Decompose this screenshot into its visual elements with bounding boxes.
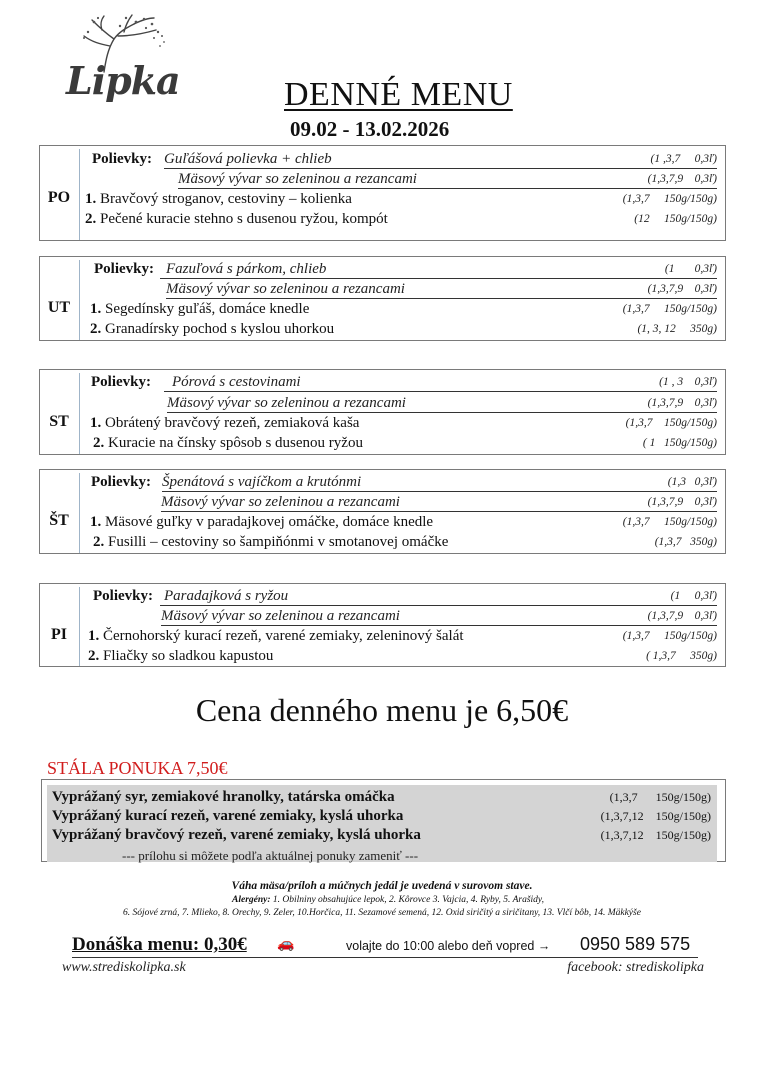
offer-item-allergens: (1,3,7,12 150g/150g) [600, 809, 711, 823]
soup-allergens: (1,3,7,9 0,3ľ) [647, 173, 717, 185]
allergens-line-2: 6. Sójové zrná, 7. Mlieko, 8. Orechy, 9. Zeler, 10.Horčica, 11. Sezamové semená, 12. Oxid siričitý a siričitany, 13. Vlčí bôb, 14. Mäkkýše [123, 908, 641, 918]
offer-item-name: Vyprážaný syr, zemiakové hranolky, tatárska omáčka [52, 789, 395, 805]
dish-number: 1. [90, 415, 102, 431]
weight-note: Váha mäsa/príloh a múčnych jedál je uvedená v surovom stave. [231, 880, 533, 892]
soup-name: Fazuľová s párkom, chlieb [166, 261, 327, 277]
dish-name: Obrátený bravčový rezeň, zemiaková kaša [105, 415, 360, 431]
dish-row [40, 209, 725, 229]
permanent-offer-panel [47, 785, 717, 862]
offer-item [52, 807, 711, 826]
dish-row [40, 319, 725, 339]
dish-name: Pečené kuracie stehno s dusenou ryžou, kompót [100, 211, 388, 227]
dish-allergens: (1,3,7 150g/150g) [625, 417, 717, 429]
dish-row [40, 189, 725, 209]
soup-allergens: (1,3,7,9 0,3ľ) [647, 496, 717, 508]
date-range: 09.02 - 13.02.2026 [290, 117, 450, 141]
offer-item-name: Vyprážaný bravčový rezeň, varené zemiaky, kyslá uhorka [52, 827, 421, 843]
soup-allergens: (1,3,7,9 0,3ľ) [647, 610, 717, 622]
facebook-link[interactable]: facebook: strediskolipka [567, 960, 704, 975]
offer-item-name: Vyprážaný kurací rezeň, varené zemiaky, kyslá uhorka [52, 808, 404, 824]
dish-name: Kuracie na čínsky spôsob s dusenou ryžou [108, 435, 363, 451]
soup-allergens: (1,3,7,9 0,3ľ) [647, 283, 717, 295]
permanent-offer-title: STÁLA PONUKA 7,50€ [47, 758, 228, 778]
dish-name: Fusilli – cestoviny so šampiňónmi v smotanovej omáčke [108, 534, 449, 550]
dish-row [40, 413, 725, 433]
dish-row [40, 433, 725, 453]
soup-label: Polievky: [91, 374, 151, 390]
dish-row [40, 299, 725, 319]
dish-number: 2. [90, 321, 102, 337]
soup-allergens: (1 0,3ľ) [670, 590, 717, 602]
soup-row [40, 492, 725, 512]
day-label: ŠT [49, 512, 69, 529]
delivery-bar [72, 934, 698, 958]
day-block-st-thursday [39, 469, 726, 554]
soup-name: Pórová s cestovinami [172, 374, 301, 390]
dish-allergens: (12 150g/150g) [634, 213, 717, 225]
dish-name: Bravčový stroganov, cestoviny – kolienka [100, 191, 352, 207]
dish-allergens: (1, 3, 12 350g) [637, 323, 717, 335]
soup-name: Guľášová polievka + chlieb [164, 151, 332, 167]
offer-item [52, 788, 711, 807]
dish-name: Černohorský kurací rezeň, varené zemiaky, zeleninový šalát [103, 628, 464, 644]
menu-price-text: Cena denného menu je 6,50€ [195, 692, 569, 728]
underline [164, 391, 717, 392]
day-block-po [39, 145, 726, 241]
dish-number: 2. [85, 211, 97, 227]
allergens-list-1: 1. Obilniny obsahujúce lepok, 2. Kôrovce 3. Vajcia, 4. Ryby, 5. Arašidy, [270, 895, 544, 905]
day-label: PO [47, 189, 71, 206]
dish-number: 2. [93, 435, 105, 451]
soup-name: Mäsový vývar so zeleninou a rezancami [161, 608, 400, 624]
dish-row [40, 532, 725, 552]
soup-label: Polievky: [94, 261, 154, 277]
day-label: PI [51, 626, 67, 643]
allergens-line-1 [0, 895, 764, 905]
soup-row [40, 393, 725, 413]
dish-row [40, 626, 725, 646]
soup-row [40, 149, 725, 169]
dish-name: Granadírsky pochod s kyslou uhorkou [105, 321, 335, 337]
allergens-label: Alergény: [232, 895, 271, 905]
soup-row [40, 372, 725, 392]
dish-number: 2. [88, 648, 100, 664]
soup-name: Mäsový vývar so zeleninou a rezancami [167, 395, 406, 411]
dish-number: 1. [90, 301, 102, 317]
soup-name: Mäsový vývar so zeleninou a rezancami [166, 281, 405, 297]
soup-row [40, 259, 725, 279]
dish-allergens: (1,3,7 150g/150g) [622, 303, 717, 315]
soup-row [40, 279, 725, 299]
delivery-label: Donáška menu: 0,30€ [72, 934, 247, 955]
dish-allergens: (1,3,7 150g/150g) [622, 630, 717, 642]
dish-allergens: ( 1,3,7 350g) [646, 650, 717, 662]
logo-text: Lipka [66, 58, 180, 103]
offer-item-allergens: (1,3,7 150g/150g) [609, 790, 711, 804]
offer-item [52, 826, 711, 845]
dish-row [40, 512, 725, 532]
lipka-logo [64, 14, 180, 104]
soup-label: Polievky: [91, 474, 151, 490]
soup-row [40, 606, 725, 626]
day-block-pi [39, 583, 726, 667]
offer-item-allergens: (1,3,7,12 150g/150g) [600, 828, 711, 842]
dish-number: 2. [93, 534, 105, 550]
soup-allergens: (1,3,7,9 0,3ľ) [647, 397, 717, 409]
soup-allergens: (1,3 0,3ľ) [667, 476, 717, 488]
car-icon: 🚗 [277, 937, 295, 952]
soup-row [40, 586, 725, 606]
menu-price [0, 692, 764, 729]
day-label: ST [49, 413, 69, 430]
soup-name: Špenátová s vajíčkom a krutónmi [162, 474, 362, 490]
soup-allergens: (1 0,3ľ) [664, 263, 717, 275]
side-dish-note: --- prílohu si môžete podľa aktuálnej ponuky zameniť --- [122, 848, 419, 863]
dish-name: Segedínsky guľáš, domáce knedle [105, 301, 310, 317]
day-block-ut [39, 256, 726, 341]
call-instructions: volajte do 10:00 alebo deň vopred → [346, 939, 551, 953]
dish-number: 1. [90, 514, 102, 530]
soup-allergens: (1 ,3,7 0,3ľ) [650, 153, 717, 165]
day-block-st [39, 369, 726, 455]
soup-name: Mäsový vývar so zeleninou a rezancami [178, 171, 417, 187]
soup-label: Polievky: [92, 151, 152, 167]
soup-row [40, 472, 725, 492]
soup-name: Mäsový vývar so zeleninou a rezancami [161, 494, 400, 510]
dish-allergens: ( 1 150g/150g) [642, 437, 717, 449]
dish-name: Fliačky so sladkou kapustou [103, 648, 274, 664]
soup-allergens: (1 , 3 0,3ľ) [659, 376, 717, 388]
soup-label: Polievky: [93, 588, 153, 604]
soup-name: Paradajková s ryžou [164, 588, 289, 604]
website-link[interactable]: www.strediskolipka.sk [62, 960, 186, 975]
dish-row [40, 646, 725, 666]
dish-allergens: (1,3,7 150g/150g) [622, 193, 717, 205]
day-label: UT [47, 299, 71, 316]
permanent-offer-box [41, 779, 726, 862]
dish-allergens: (1,3,7 350g) [654, 536, 717, 548]
dish-allergens: (1,3,7 150g/150g) [622, 516, 717, 528]
page-title: DENNÉ MENU [284, 76, 513, 113]
dish-number: 1. [85, 191, 97, 207]
dish-number: 1. [88, 628, 100, 644]
dish-name: Mäsové guľky v paradajkovej omáčke, domáce knedle [105, 514, 434, 530]
soup-row [40, 169, 725, 189]
phone-number[interactable]: 0950 589 575 [580, 934, 691, 954]
